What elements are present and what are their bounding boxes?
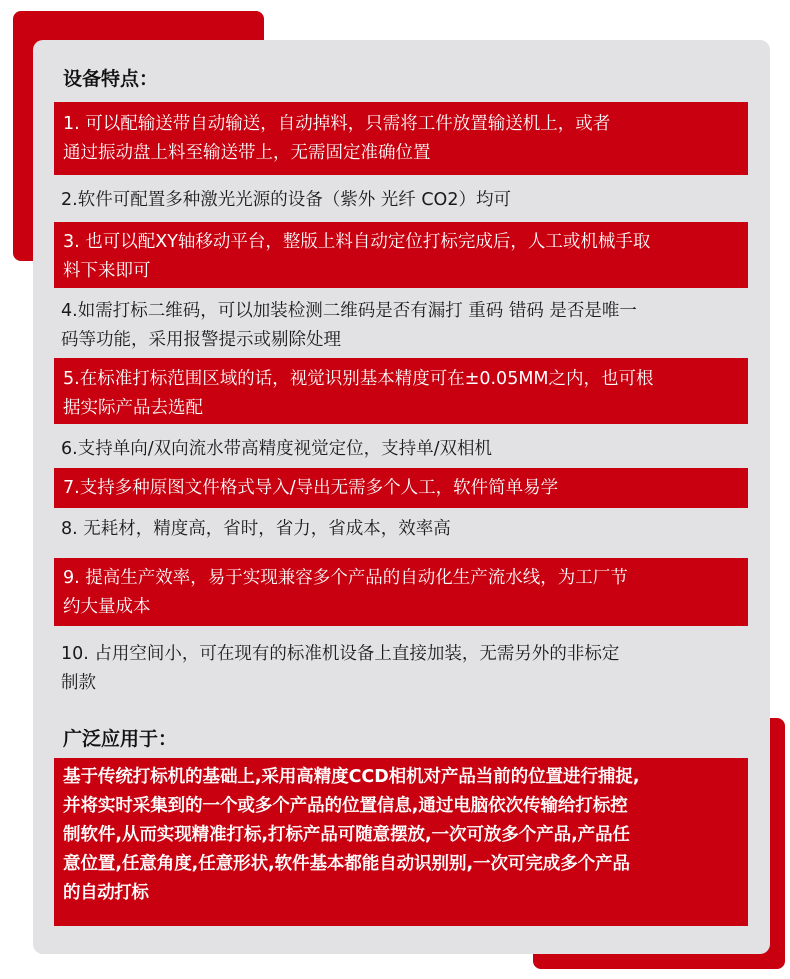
applications-line-1: 基于传统打标机的基础上,采用高精度CCD相机对产品当前的位置进行捕捉, <box>63 767 640 787</box>
feature-5-line-1: 5.在标准打标范围区域的话，视觉识别基本精度可在±0.05MM之内，也可根 <box>63 369 654 389</box>
applications-heading: 广泛应用于： <box>63 728 178 750</box>
feature-10-line-1: 10. 占用空间小，可在现有的标准机设备上直接加装，无需另外的非标定 <box>61 644 620 664</box>
feature-4-line-2: 码等功能，采用报警提示或剔除处理 <box>61 330 341 350</box>
feature-8-line-1: 8. 无耗材，精度高，省时，省力，省成本，效率高 <box>61 519 451 539</box>
applications-line-5: 的自动打标 <box>63 883 149 903</box>
applications-line-3: 制软件,从而实现精准打标,打标产品可随意摆放,一次可放多个产品,产品任 <box>63 825 630 845</box>
applications-line-2: 并将实时采集到的一个或多个产品的位置信息,通过电脑依次传输给打标控 <box>63 796 628 816</box>
applications-paragraph <box>63 763 753 908</box>
feature-6-line-1: 6.支持单向/双向流水带高精度视觉定位，支持单/双相机 <box>61 439 492 459</box>
features-heading: 设备特点： <box>63 68 159 90</box>
feature-3-line-1: 3. 也可以配XY轴移动平台，整版上料自动定位打标完成后，人工或机械手取 <box>63 232 651 252</box>
feature-9-line-2: 约大量成本 <box>63 597 151 617</box>
applications-line-4: 意位置,任意角度,任意形状,软件基本都能自动识别别,一次可完成多个产品 <box>63 854 630 874</box>
feature-4-line-1: 4.如需打标二维码，可以加装检测二维码是否有漏打 重码 错码 是否是唯一 <box>61 301 637 321</box>
feature-1-line-2: 通过振动盘上料至输送带上，无需固定准确位置 <box>63 143 431 163</box>
feature-2-line-1: 2.软件可配置多种激光光源的设备（紫外 光纤 CO2）均可 <box>61 190 511 210</box>
feature-3-line-2: 料下来即可 <box>63 261 151 281</box>
feature-9-line-1: 9. 提高生产效率，易于实现兼容多个产品的自动化生产流水线，为工厂节 <box>63 568 628 588</box>
feature-5-line-2: 据实际产品去选配 <box>63 398 203 418</box>
feature-1-line-1: 1. 可以配输送带自动输送，自动掉料，只需将工件放置输送机上，或者 <box>63 114 611 134</box>
feature-10-line-2: 制款 <box>61 673 96 693</box>
feature-7-line-1: 7.支持多种原图文件格式导入/导出无需多个人工，软件简单易学 <box>63 478 559 498</box>
